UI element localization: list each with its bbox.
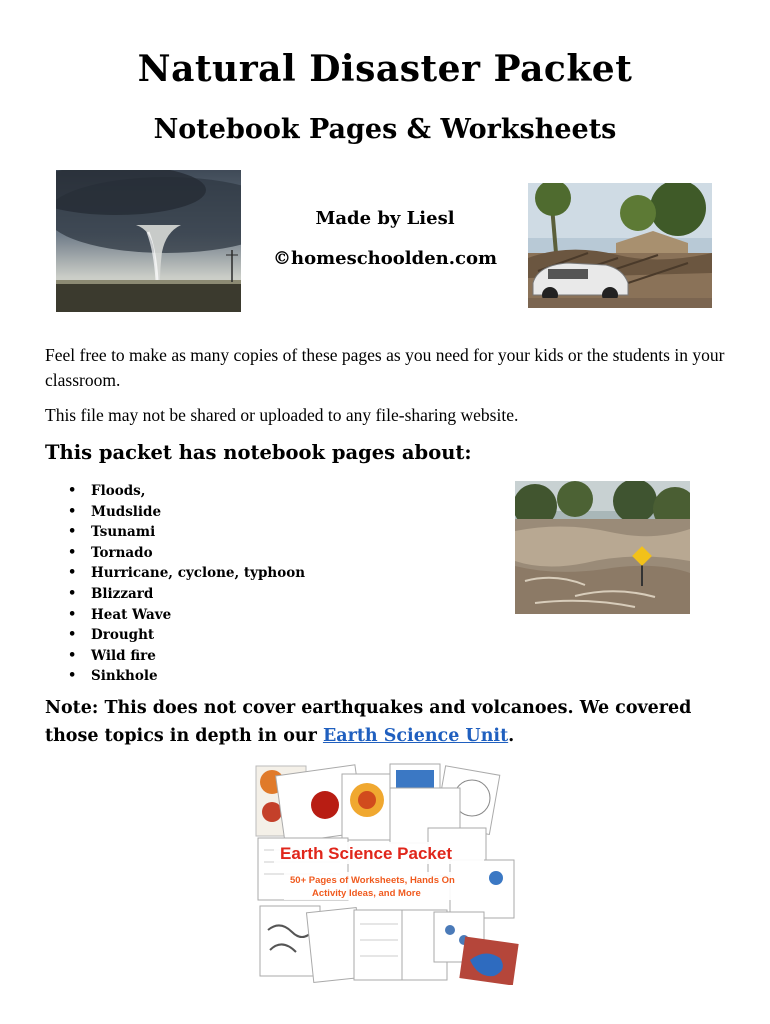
- collage-tagline-line2: Activity Ideas, and More: [312, 888, 421, 899]
- note-text: Note: This does not cover earthquakes and volcanoes. We covered those topics in depth in our: [45, 698, 692, 746]
- copy-permission-paragraph: Feel free to make as many copies of these pages as you need for your kids or the students in your classroom.: [45, 345, 725, 390]
- list-item: • Mudslide: [68, 502, 305, 523]
- earth-science-packet-collage[interactable]: [250, 760, 525, 985]
- list-item: • Heat Wave: [68, 605, 305, 626]
- flood-photo: [515, 481, 690, 614]
- list-item: • Tsunami: [68, 522, 305, 543]
- collage-tagline-line1: 50+ Pages of Worksheets, Hands On: [290, 875, 455, 886]
- note-period: .: [508, 726, 515, 746]
- topics-heading: This packet has notebook pages about:: [45, 441, 472, 464]
- list-item: • Floods,: [68, 481, 305, 502]
- website-credit: ©homeschoolden.com: [272, 248, 498, 269]
- list-item: • Drought: [68, 625, 305, 646]
- document-title: Natural Disaster Packet: [137, 48, 633, 90]
- sharing-restriction-paragraph: This file may not be shared or uploaded to any file-sharing website.: [45, 405, 519, 425]
- author-credit: Made by Liesl: [315, 208, 455, 229]
- list-item: • Blizzard: [68, 584, 305, 605]
- list-item: • Hurricane, cyclone, typhoon: [68, 563, 305, 584]
- topics-list: [68, 481, 305, 687]
- document-subtitle: Notebook Pages & Worksheets: [153, 114, 617, 145]
- hurricane-damage-photo: [528, 183, 712, 308]
- earth-science-unit-link[interactable]: Earth Science Unit: [322, 726, 509, 746]
- coverage-note: [45, 694, 745, 750]
- tornado-photo: [56, 170, 241, 312]
- list-item: • Wild fire: [68, 646, 305, 667]
- collage-title: Earth Science Packet: [280, 844, 452, 863]
- list-item: • Tornado: [68, 543, 305, 564]
- list-item: • Sinkhole: [68, 666, 305, 687]
